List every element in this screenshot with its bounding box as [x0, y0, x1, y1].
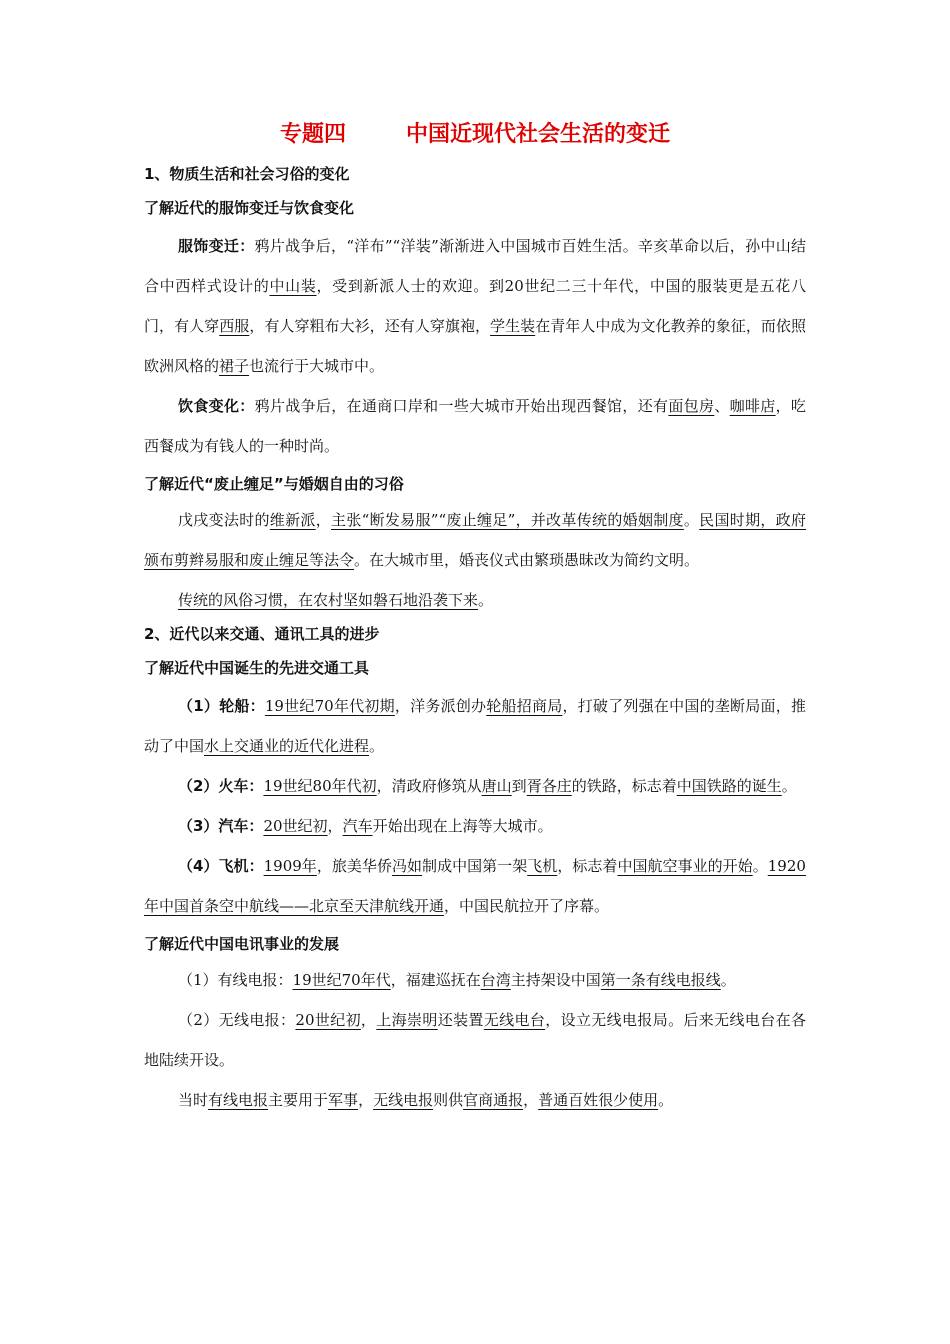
paragraph-wireless-telegraph: （2）无线电报：20世纪初，上海崇明还装置无线电台，设立无线电报局。后来无线电台在各地陆续开设。	[144, 1011, 806, 1069]
page-title	[0, 120, 950, 150]
subsection-clothing-food: 了解近代的服饰变迁与饮食变化	[144, 199, 355, 217]
section-1-heading: 1、物质生活和社会习俗的变化	[144, 165, 350, 183]
paragraph-telegraph-summary: 当时有线电报主要用于军事，无线电报则供官商通报，普通百姓很少使用。	[178, 1091, 674, 1109]
content	[144, 160, 806, 1120]
section-2-heading: 2、近代以来交通、通讯工具的进步	[144, 625, 380, 643]
paragraph-wired-telegraph: （1）有线电报：19世纪70年代，福建巡抚在台湾主持架设中国第一条有线电报线。	[178, 971, 736, 989]
paragraph-customs: 戊戌变法时的维新派，主张“断发易服”“废止缠足”，并改革传统的婚姻制度。民国时期，政府颁布剪辫易服和废止缠足等法令。在大城市里，婚丧仪式由繁琐愚昧改为简约文明。	[144, 511, 806, 569]
paragraph-car: （3）汽车：20世纪初，汽车开始出现在上海等大城市。	[178, 817, 553, 835]
paragraph-clothing: 服饰变迁：鸦片战争后，“洋布”“洋装”渐渐进入中国城市百姓生活。辛亥革命以后，孙中山结合中西样式设计的中山装，受到新派人士的欢迎。到20世纪二三十年代，中国的服装更是五花八门，有人穿西服，有人穿粗布大衫，还有人穿旗袍，学生装在青年人中成为文化教养的象征，而依照欧洲风格的裙子也流行于大城市中。	[144, 237, 806, 375]
subsection-transport: 了解近代中国诞生的先进交通工具	[144, 659, 370, 677]
paragraph-tradition: 传统的风俗习惯，在农村坚如磐石地沿袭下来。	[178, 591, 494, 609]
paragraph-plane: （4）飞机：1909年，旅美华侨冯如制成中国第一架飞机，标志着中国航空事业的开始。1920年中国首条空中航线——北京至天津航线开通，中国民航拉开了序幕。	[144, 857, 806, 915]
paragraph-food: 饮食变化：鸦片战争后，在通商口岸和一些大城市开始出现西餐馆，还有面包房、咖啡店，吃西餐成为有钱人的一种时尚。	[144, 397, 806, 455]
subsection-customs: 了解近代“废止缠足”与婚姻自由的习俗	[144, 475, 404, 493]
paragraph-ship: （1）轮船：19世纪70年代初期，洋务派创办轮船招商局，打破了列强在中国的垄断局面，推动了中国水上交通业的近代化进程。	[144, 697, 806, 755]
paragraph-train: （2）火车：19世纪80年代初，清政府修筑从唐山到胥各庄的铁路，标志着中国铁路的诞生。	[178, 777, 797, 795]
title-text: 中国近现代社会生活的变迁	[406, 122, 671, 147]
subsection-telecom: 了解近代中国电讯事业的发展	[144, 935, 340, 953]
title-part: 专题四	[279, 122, 346, 147]
